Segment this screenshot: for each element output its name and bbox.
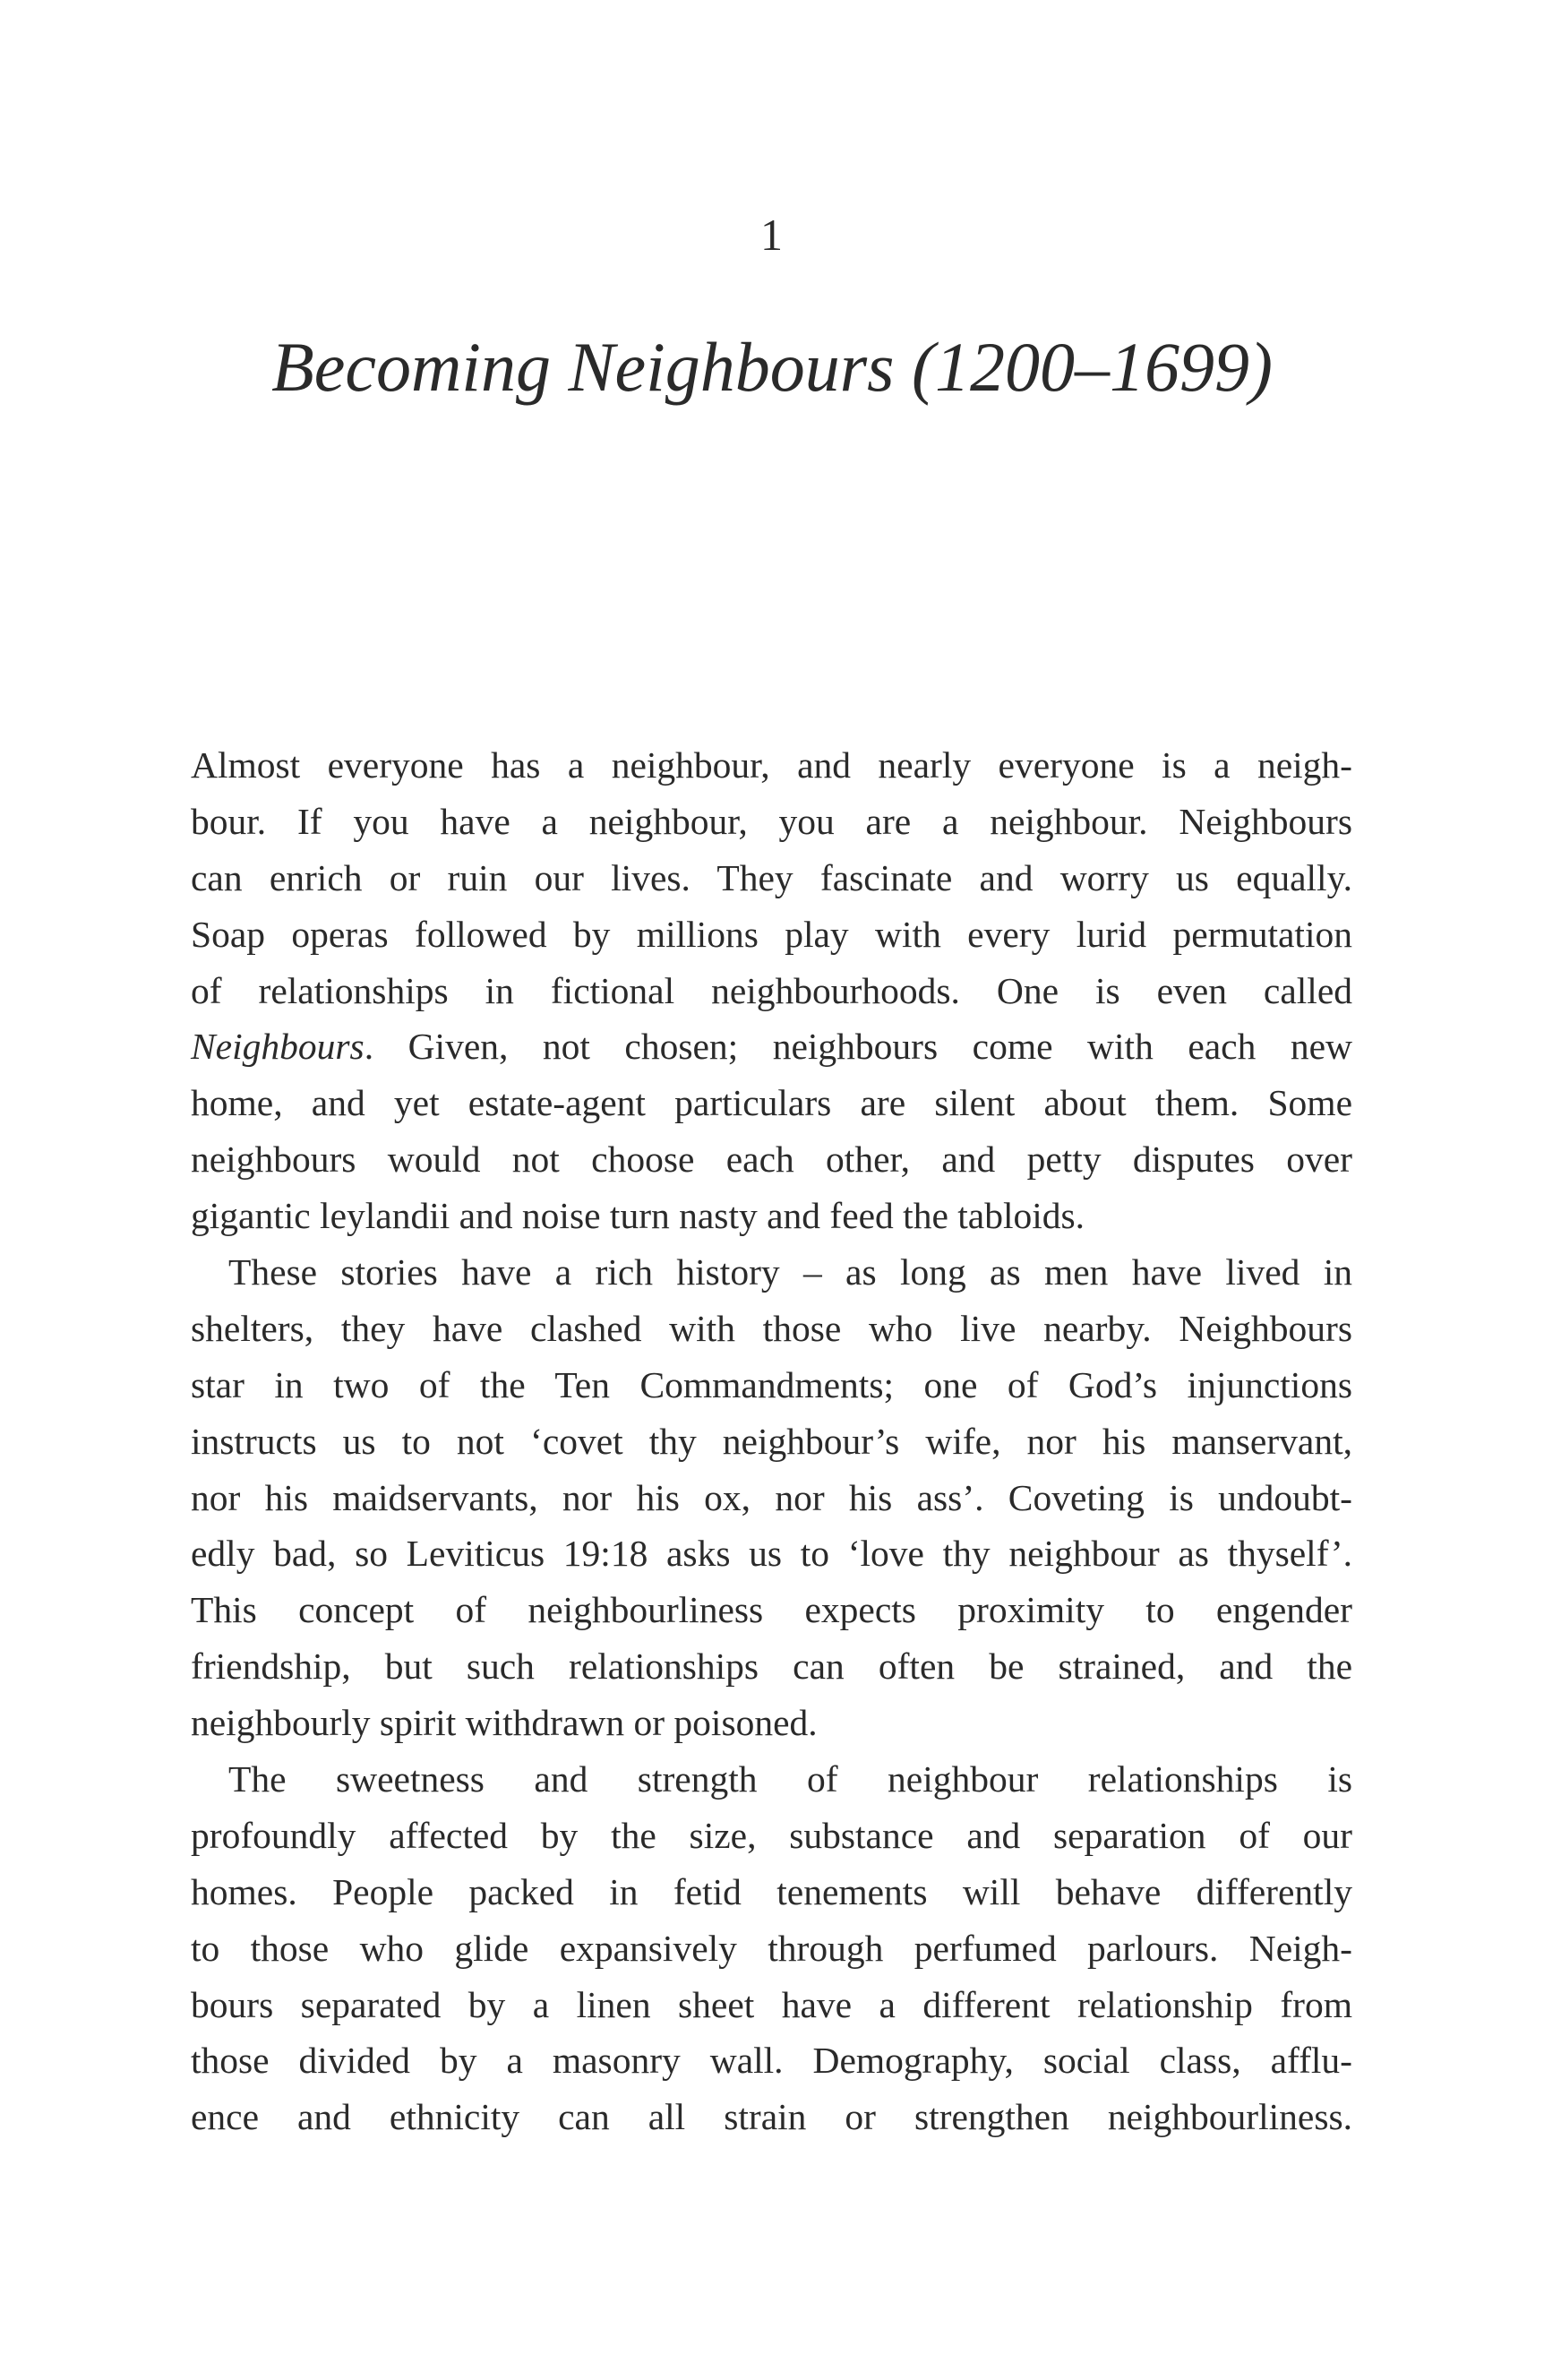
text-line: can enrich or ruin our lives. They fascinate and worry us equally.	[191, 856, 1352, 898]
chapter-number: 1	[760, 210, 784, 260]
text-line: This concept of neighbourliness expects proximity to engender	[191, 1589, 1352, 1631]
text-line: neighbourly spirit withdrawn or poisoned.	[191, 1702, 818, 1744]
text-line: star in two of the Ten Commandments; one of God’s injunctions	[191, 1363, 1352, 1405]
text-line: bours separated by a linen sheet have a different relationship from	[191, 1983, 1352, 2025]
text-line: Soap operas followed by millions play with every lurid permutation	[191, 913, 1352, 955]
paragraph	[191, 1244, 1352, 1751]
text-line: The sweetness and strength of neighbour relationships is	[228, 1758, 1352, 1800]
text-line: shelters, they have clashed with those who live nearby. Neighbours	[191, 1307, 1352, 1349]
text-line: edly bad, so Leviticus 19:18 asks us to ‘love thy neighbour as thyself’.	[191, 1533, 1352, 1575]
chapter-title: Becoming Neighbours (1200–1699)	[271, 328, 1273, 406]
text-line: gigantic leylandii and noise turn nasty and feed the tabloids.	[191, 1195, 1085, 1237]
text-line: instructs us to not ‘covet thy neighbour’s wife, nor his manservant,	[191, 1420, 1352, 1462]
text-line: those divided by a masonry wall. Demography, social class, afflu-	[191, 2040, 1352, 2082]
paragraph	[191, 1751, 1352, 2145]
italic-title-reference: Neighbours	[191, 1026, 365, 1068]
paragraph	[191, 737, 1352, 1244]
text-line: Neighbours. Given, not chosen; neighbours come with each new	[191, 1026, 1352, 1068]
body-text	[191, 737, 1352, 2145]
text-line: These stories have a rich history – as long as men have lived in	[228, 1251, 1352, 1293]
text-line: friendship, but such relationships can often be strained, and the	[191, 1645, 1352, 1688]
text-line: bour. If you have a neighbour, you are a neighbour. Neighbours	[191, 800, 1352, 842]
text-line: homes. People packed in fetid tenements will behave differently	[191, 1870, 1352, 1912]
text-line: home, and yet estate-agent particulars are silent about them. Some	[191, 1082, 1352, 1124]
text-line: of relationships in fictional neighbourhoods. One is even called	[191, 969, 1352, 1011]
text-line: nor his maidservants, nor his ox, nor his ass’. Coveting is undoubt-	[191, 1476, 1352, 1518]
text-line: to those who glide expansively through perfumed parlours. Neigh-	[191, 1927, 1352, 1969]
text-line: ence and ethnicity can all strain or strengthen neighbourliness.	[191, 2096, 1352, 2138]
text-line: Almost everyone has a neighbour, and nearly everyone is a neigh-	[191, 744, 1352, 786]
text-line: profoundly affected by the size, substance and separation of our	[191, 1814, 1352, 1856]
text-line: neighbours would not choose each other, and petty disputes over	[191, 1138, 1352, 1181]
